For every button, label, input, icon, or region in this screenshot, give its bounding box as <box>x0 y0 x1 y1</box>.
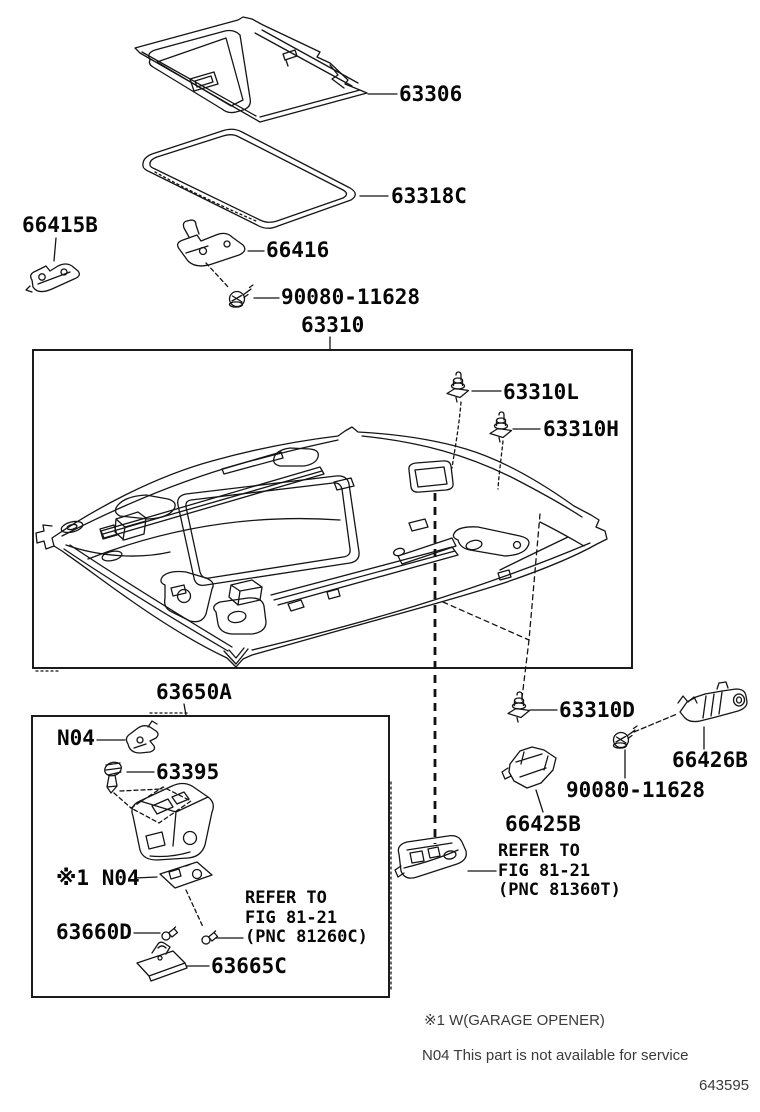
part-label-63310l[interactable]: 63310L <box>503 380 579 404</box>
dashed-drop-lines-63310d <box>443 514 540 698</box>
part-label-63310d[interactable]: 63310D <box>559 698 635 722</box>
bracket-66425b-drawing <box>502 747 556 788</box>
part-label-n04-mid[interactable]: ※1 N04 <box>56 866 140 890</box>
part-label-63650a[interactable]: 63650A <box>156 680 232 704</box>
part-label-63306[interactable]: 63306 <box>399 82 463 106</box>
refer-right-line1: REFER TO <box>498 841 580 861</box>
part-label-63660d[interactable]: 63660D <box>56 920 132 944</box>
part-label-90080-right[interactable]: 90080-11628 <box>566 778 706 802</box>
part-label-90080-top[interactable]: 90080-11628 <box>281 285 421 309</box>
part-label-66425b[interactable]: 66425B <box>505 812 581 836</box>
bracket-66426b-drawing <box>678 682 747 722</box>
sunroof-frame-drawing <box>143 129 355 228</box>
dashed-leader-bolt-66426b <box>634 714 677 732</box>
dotted-clip-leaders <box>452 402 503 489</box>
part-label-63310h[interactable]: 63310H <box>543 417 619 441</box>
refer-left-line2: FIG 81-21 <box>245 907 338 928</box>
part-label-63310[interactable]: 63310 <box>301 313 365 337</box>
refer-right-line2: FIG 81-21 <box>498 860 591 881</box>
part-label-n04-top[interactable]: N04 <box>57 726 95 750</box>
footnote-garage-opener: ※1 W(GARAGE OPENER) <box>424 1012 605 1029</box>
clip-63310d-icon <box>508 692 530 722</box>
figure-code: 643595 <box>699 1077 750 1094</box>
roof-headlining-drawing <box>36 427 607 667</box>
sunshade-panel-drawing <box>135 17 367 122</box>
clip-63310h-icon <box>490 412 512 442</box>
dashed-leader-66416-screw <box>206 263 229 288</box>
part-label-66426b[interactable]: 66426B <box>672 748 748 772</box>
part-label-63395[interactable]: 63395 <box>156 760 220 784</box>
refer-left-line1: REFER TO <box>245 888 327 908</box>
bracket-66416-drawing <box>178 220 245 266</box>
refer-right-line3: (PNC 81360T) <box>498 880 621 900</box>
refer-left-line3: (PNC 81260C) <box>245 927 368 947</box>
refer-note-right <box>498 842 621 901</box>
screw-90080-top-drawing <box>230 285 254 307</box>
part-label-63665c[interactable]: 63665C <box>211 954 287 978</box>
refer-note-left <box>245 889 368 948</box>
part-label-63318c[interactable]: 63318C <box>391 184 467 208</box>
console-81360t-drawing <box>395 836 466 879</box>
bracket-66415b-drawing <box>26 264 79 292</box>
clip-63310l-icon <box>447 372 469 402</box>
part-label-66416[interactable]: 66416 <box>266 238 330 262</box>
screw-90080-right-drawing <box>614 726 638 748</box>
part-label-66415b[interactable]: 66415B <box>22 213 98 237</box>
footnote-n04-service: N04 This part is not available for service <box>422 1047 689 1064</box>
